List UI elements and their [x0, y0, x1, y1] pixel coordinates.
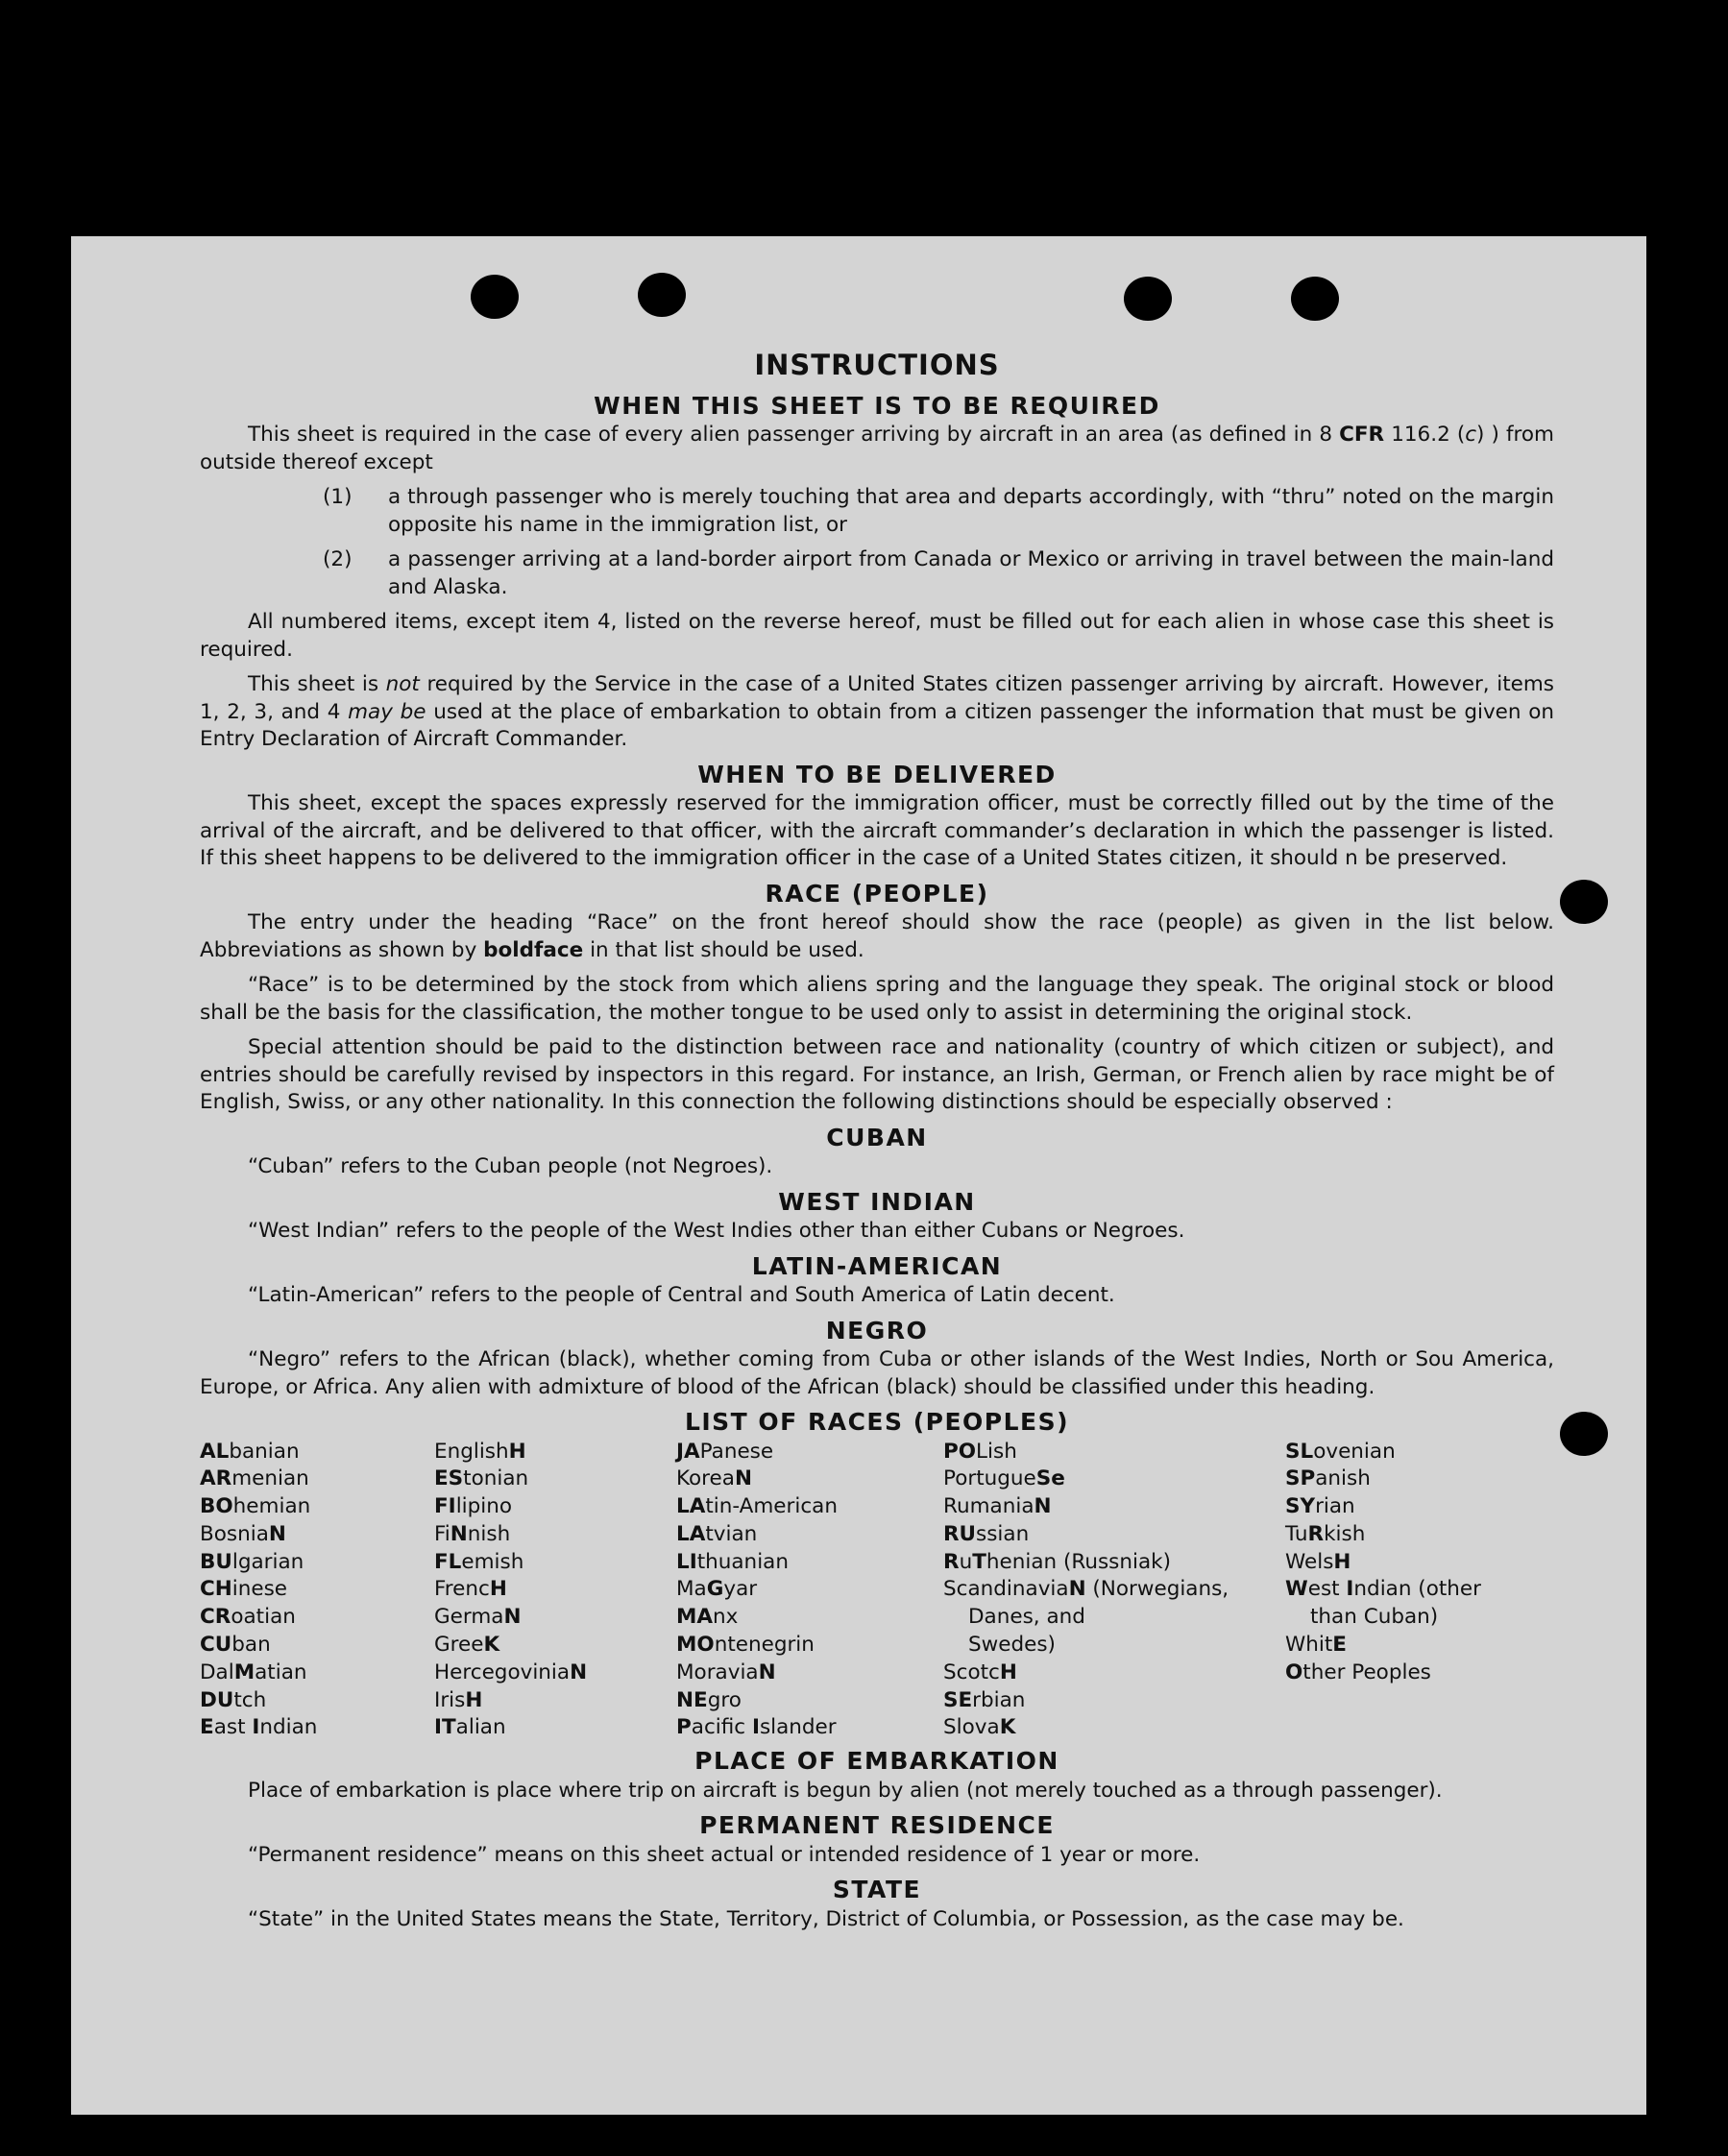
race-entry: SPanish [1285, 1466, 1371, 1491]
list-item: (1) a through passenger who is merely touching that area and departs accordingly, with “thru” noted on the margin opposite his name in the immigration list, or [323, 485, 1554, 537]
punch-hole [471, 275, 519, 319]
race-entry: ScotcH [943, 1659, 1017, 1684]
race-entry: WhitE [1285, 1633, 1347, 1658]
race-entry: CUban [200, 1633, 271, 1658]
race-entry: CHinese [200, 1577, 288, 1602]
section-heading: WHEN TO BE DELIVERED [697, 760, 1057, 788]
race-entry: LAtin-American [676, 1494, 838, 1519]
race-entry: Pacific Islander [676, 1715, 837, 1740]
paragraph: “State” in the United States means the State, Territory, District of Columbia, or Possession, as the case may be. [248, 1906, 1404, 1931]
section-heading: WEST INDIAN [778, 1187, 976, 1216]
section-heading: STATE [832, 1876, 922, 1904]
race-entry: CRoatian [200, 1605, 296, 1630]
paragraph: All numbered items, except item 4, listed on the reverse hereof, must be filled out for each alien in whose case this sheet is required. [200, 610, 1554, 662]
race-entry: DalMatian [200, 1659, 307, 1684]
paragraph: Special attention should be paid to the distinction between race and nationality (country of which citizen or subject), and entries should be carefully revised by inspectors in this regard. For instance, an Irish, German, or French alien by race might be of English, Swiss, or any other nationality. In this connection the following distinctions should be especially observed : [200, 1035, 1554, 1114]
race-entry: MoraviaN [676, 1659, 776, 1684]
race-entry: ITalian [434, 1715, 506, 1740]
list-item: (2) a passenger arriving at a land-border airport from Canada or Mexico or arriving in travel between the main-land and Alaska. [323, 547, 1554, 599]
race-entry: LIthuanian [676, 1549, 789, 1574]
race-entry: SErbian [943, 1687, 1026, 1712]
paragraph: The entry under the heading “Race” on the front hereof should show the race (people) as given in the list below. Abbreviations as shown by boldface in that list should be used. [200, 910, 1554, 962]
race-entry: SLovenian [1285, 1439, 1396, 1464]
instructions-content [200, 351, 1554, 1941]
paragraph: “Latin-American” refers to the people of Central and South America of Latin decent. [248, 1283, 1115, 1307]
page-title: INSTRUCTIONS [754, 349, 1000, 381]
section-heading: PERMANENT RESIDENCE [699, 1811, 1055, 1840]
race-entry: POLish [943, 1439, 1017, 1464]
race-entry: SlovaK [943, 1715, 1016, 1740]
section-heading: LATIN-AMERICAN [751, 1251, 1003, 1280]
race-entry: FIlipino [434, 1494, 513, 1519]
punch-hole [1124, 277, 1172, 321]
punch-hole [638, 273, 686, 317]
section-heading: CUBAN [826, 1123, 928, 1151]
race-entry: BUlgarian [200, 1549, 304, 1574]
paragraph: “West Indian” refers to the people of the West Indies other than either Cubans or Negroes. [248, 1219, 1185, 1243]
paragraph: “Race” is to be determined by the stock from which aliens spring and the language they speak. The original stock or blood shall be the basis for the classification, the mother tongue to be used only to assist in determining the original stock. [200, 973, 1554, 1025]
race-entry: Danes, and [968, 1605, 1085, 1630]
section-heading: RACE (PEOPLE) [765, 879, 989, 908]
punch-hole [1560, 1412, 1608, 1456]
race-entry: ARmenian [200, 1466, 309, 1491]
race-entry: FiNnish [434, 1521, 511, 1546]
races-list [200, 1439, 1554, 1743]
race-entry: ALbanian [200, 1439, 300, 1464]
race-entry: BOhemian [200, 1494, 311, 1519]
race-entry: EStonian [434, 1466, 529, 1491]
paragraph: Place of embarkation is place where trip on aircraft is begun by alien (not merely touched as a through passenger). [248, 1778, 1443, 1803]
race-entry: SYrian [1285, 1494, 1355, 1519]
race-entry: MOntenegrin [676, 1633, 815, 1658]
race-entry: ScandinaviaN (Norwegians, [943, 1577, 1229, 1602]
races-column [1285, 1439, 1554, 1743]
section-heading: PLACE OF EMBARKATION [694, 1747, 1059, 1776]
race-entry: HercegoviniaN [434, 1659, 588, 1684]
race-entry: GreeK [434, 1633, 500, 1658]
paragraph: This sheet is required in the case of every alien passenger arriving by aircraft in an area (as defined in 8 CFR 116.2 (c) ) from outside thereof except [200, 423, 1555, 474]
section-heading: NEGRO [825, 1316, 929, 1344]
race-entry: KoreaN [676, 1466, 752, 1491]
race-entry: FLemish [434, 1549, 524, 1574]
race-entry: DUtch [200, 1687, 267, 1712]
race-entry: EnglishH [434, 1439, 526, 1464]
race-entry: NEgro [676, 1687, 742, 1712]
race-entry: RuThenian (Russniak) [943, 1549, 1171, 1574]
race-entry: IrisH [434, 1687, 483, 1712]
race-entry: than Cuban) [1310, 1605, 1439, 1630]
section-heading: WHEN THIS SHEET IS TO BE REQUIRED [594, 391, 1160, 420]
race-entry: Swedes) [968, 1633, 1056, 1658]
section-heading: LIST OF RACES (PEOPLES) [684, 1408, 1070, 1436]
race-entry: East Indian [200, 1715, 318, 1740]
race-entry: PortugueSe [943, 1466, 1065, 1491]
race-entry: RumaniaN [943, 1494, 1052, 1519]
races-column [676, 1439, 943, 1743]
paragraph: “Negro” refers to the African (black), whether coming from Cuba or other islands of the West Indies, North or Sou America, Europe, or Africa. Any alien with admixture of blood of the African (black) should be classified under this heading. [200, 1347, 1554, 1399]
race-entry: Other Peoples [1285, 1659, 1431, 1684]
race-entry: TuRkish [1285, 1521, 1366, 1546]
races-column [200, 1439, 434, 1743]
race-entry: West Indian (other [1285, 1577, 1481, 1602]
race-entry: RUssian [943, 1521, 1030, 1546]
race-entry: WelsH [1285, 1549, 1351, 1574]
punch-hole [1291, 277, 1339, 321]
races-column [434, 1439, 676, 1743]
race-entry: MaGyar [676, 1577, 758, 1602]
race-entry: BosniaN [200, 1521, 286, 1546]
race-entry: GermaN [434, 1605, 522, 1630]
race-entry: MAnx [676, 1605, 739, 1630]
paragraph: “Permanent residence” means on this sheet actual or intended residence of 1 year or more. [248, 1842, 1201, 1867]
races-column [943, 1439, 1285, 1743]
paragraph: “Cuban” refers to the Cuban people (not Negroes). [248, 1154, 773, 1178]
race-entry: FrencH [434, 1577, 507, 1602]
punch-hole [1560, 880, 1608, 924]
paragraph: This sheet is not required by the Service in the case of a United States citizen passenger arriving by aircraft. However, items 1, 2, 3, and 4 may be used at the place of embarkation to obtain from a citizen passenger the information that must be given on Entry Declaration of Aircraft Commander. [200, 672, 1555, 751]
paragraph: This sheet, except the spaces expressly reserved for the immigration officer, must be correctly filled out by the time of the arrival of the aircraft, and be delivered to that officer, with the aircraft commander’s declaration in which the passenger is listed. If this sheet happens to be delivered to the immigration officer in the case of a United States citizen, it should n be preserved. [200, 791, 1554, 870]
document-sheet [71, 236, 1646, 2115]
race-entry: LAtvian [676, 1521, 758, 1546]
race-entry: JAPanese [676, 1439, 774, 1464]
